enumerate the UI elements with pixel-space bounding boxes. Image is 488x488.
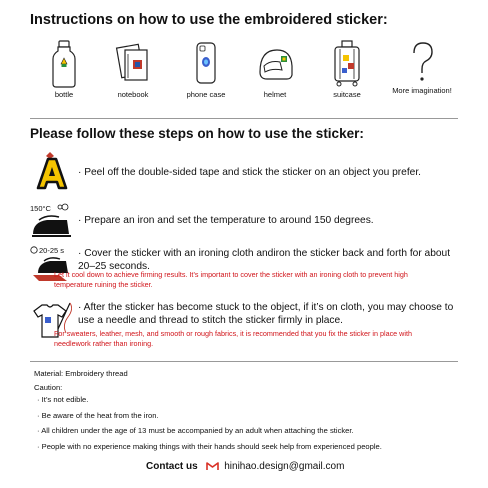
- use-label: notebook: [117, 90, 149, 99]
- use-label: More imagination!: [392, 86, 452, 95]
- step-1: [30, 150, 466, 194]
- step-text: · Peel off the double-sided tape and stick the sticker on an object you prefer.: [78, 167, 422, 178]
- caution-item: · People with no experience making things with their hands should seek help from experienced people.: [37, 441, 382, 451]
- divider: [30, 118, 458, 119]
- contact-line: [146, 461, 386, 475]
- use-label: helmet: [263, 90, 287, 99]
- gmail-icon: [206, 461, 219, 471]
- helmet-icon: [255, 40, 295, 88]
- step-text: · Cover the sticker with an ironing cloth andiron the sticker back and forth for about 20–25 seconds.: [78, 248, 451, 272]
- caution-item: · All children under the age of 13 must be accompanied by an adult when attaching the sticker.: [37, 426, 354, 435]
- step-note: Let it cool down to achieve firming results. It’s important to cover the sticker with an ironing cloth to prevent high temperature ruining the sticker.: [54, 270, 408, 289]
- step-text: · After the sticker has become stuck to the object, if it’s on cloth, you may choose to use a needle and thread to stitch the sticker firmly in place.: [78, 302, 454, 326]
- step-badge: 20-25 s: [39, 246, 65, 255]
- use-item-notebook: [98, 40, 168, 99]
- material-text: Material: Embroidery thread: [34, 369, 128, 378]
- use-item-bottle: [29, 40, 99, 99]
- steps-title: Please follow these steps on how to use the sticker:: [30, 126, 364, 141]
- use-label: bottle: [54, 90, 74, 99]
- use-item-phone-case: [171, 40, 241, 99]
- use-cases-row: [20, 40, 470, 112]
- caution-item: · It’s not edible.: [37, 395, 89, 404]
- step-note: For sweaters, leather, mesh, and smooth or rough fabrics, it is recommended that you fix the sticker in place with needlework rather than ironing.: [54, 329, 412, 348]
- iron-icon: [30, 202, 76, 240]
- bottle-icon: [49, 40, 79, 88]
- step-2: [30, 202, 466, 242]
- question-mark-icon: [407, 40, 437, 84]
- use-label: suitcase: [333, 90, 361, 99]
- step-badge: 150°C: [30, 204, 51, 213]
- page-title: Instructions on how to use the embroidered sticker:: [30, 12, 388, 28]
- use-label: phone case: [186, 90, 226, 99]
- contact-email[interactable]: hinihao.design@gmail.com: [224, 461, 345, 472]
- use-item-more: [387, 40, 457, 95]
- use-item-suitcase: [312, 40, 382, 99]
- footer-info: [34, 369, 464, 457]
- letter-a-sticker-icon: [30, 150, 72, 192]
- contact-label: Contact us: [146, 461, 198, 472]
- step-text: · Prepare an iron and set the temperature to around 150 degrees.: [78, 215, 374, 226]
- phone-case-icon: [191, 40, 221, 88]
- divider: [30, 361, 458, 362]
- use-item-helmet: [240, 40, 310, 99]
- notebook-icon: [113, 40, 153, 88]
- caution-title: Caution:: [34, 383, 63, 392]
- suitcase-icon: [330, 40, 364, 88]
- caution-item: · Be aware of the heat from the iron.: [37, 410, 159, 420]
